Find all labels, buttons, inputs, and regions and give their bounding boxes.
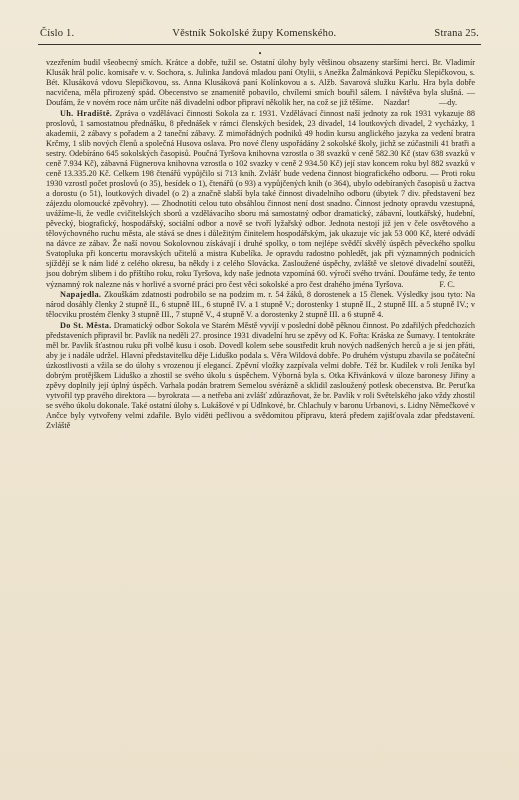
napajedla-text: Zkouškám zdatnosti podrobilo se na podzim m. r. 54 žáků, 8 dorostenek a 15 členek. Výsledky jsou tyto: Na národ dosáhly členky 2 stupně II., 6 stupně III., 6 stupně IV. a 1 stupně V.; dorostenky 1 stupně II., 2 stupně III. a 5 stupně IV.; v tělocviku prostém členky 3 stupně III., 7 stupně V., 4 stupně V. a dorostenky 2 stupně III. a 6 stupně 4. bbox=[46, 290, 475, 320]
issue-number: Číslo 1. bbox=[40, 28, 75, 39]
intro-text: vzezřením budil všeobecný smích. Krátce a dobře, tužil se. Ostatní úlohy byly většinou obsazeny staršími herci. Br. Vladimír Klusák hrál polic. komisaře v. v. Sochora, s. Julinka Jandová mladou paní Otylii, s Anežka Žalmánková Pepičku Slepičkovou, s. Bét. Klusáková vdovu Slepičkovou, ss. Anna Klusáková paní Kolínkovou a s. Alžb. Savarová služku Karlu. Hra byla dobře nacvičena, měla přirozený spád. Obecenstvo se znamenitě pobavilo, chvílemi smích bouřil sálem. I návštěva byla slušná. — Doufám, že v novém roce nám určíte náš divadelní odbor připraví několik her, na což se již těšíme. bbox=[46, 58, 475, 108]
intro-signature: —dy. bbox=[439, 98, 458, 108]
intro-greeting: Nazdar! bbox=[383, 98, 411, 108]
ornament-dot: • bbox=[258, 50, 263, 58]
intro-paragraph bbox=[46, 58, 475, 108]
uh-hradiste-paragraph bbox=[46, 109, 475, 290]
article-body bbox=[46, 58, 475, 431]
st-mesto-paragraph bbox=[46, 321, 475, 432]
running-header bbox=[40, 28, 479, 42]
uh-hradiste-signature: F. C. bbox=[439, 279, 455, 289]
journal-title: Věstník Sokolské župy Komenského. bbox=[172, 28, 337, 39]
st-mesto-heading: Do St. Města. bbox=[60, 320, 112, 330]
page-number: Strana 25. bbox=[434, 28, 479, 39]
uh-hradiste-heading: Uh. Hradiště. bbox=[60, 108, 113, 118]
napajedla-paragraph bbox=[46, 290, 475, 320]
napajedla-heading: Napajedla. bbox=[60, 290, 102, 300]
st-mesto-text: Dramatický odbor Sokola ve Starém Městě vyvíjí v poslední době pěknou činnost. Po zdařilých předchozích představeních připravil br. Pavlík na neděli 27. prosince 1931 divadelní hru se zpěvy od K. Fořta: Kráska ze Šumavy. I tentokráte měl br. Pavlík šťastnou ruku při volbě kusu i osob. Dovedl kolem sebe soustředit kruh nových nadšených herců a je si jen přáti, aby je i nadále udržel. Hlavní představitelku děje Liduško podala s. Věra Wildová dobře. Po druhém výstupu zbavila se počáteční úzkostlivosti a vžila se do úlohy s vrozenou jí elegancí. Zpěvní vložky zazpívala velmi dobře. Též br. Kudílek v roli Jeníka byl dobrým protějškem Liduško a zhostil se svého úkolu s úspěchem. Výborná byla s. Otka Křivánková v úloze baronesy Jiřiny a zpěvy doplnily její úplný úspěch. Varhala podán bratrem Semelou svérázně a sklidil zasloužený potlesk obecenstva. Br. Peruťka vytvořil typ pravého direktora — byrokrata — a netřeba ani zvlášť zdůrazňovat, že br. Pavlík v roli Světelského jako vždy zhostil se svého úkolu dokonale. Také ostatní úlohy s. Lukášové v pí Udlnkové, br. Chlachuly v baronu Urbanovi, s. Lidny Němečkové v Ančce byly vytvořeny velmi zdařile. Bylo viděti pečlivou a svědomitou přípravu, která předem zajišťovala zdar představení. Zvláště bbox=[46, 320, 475, 431]
uh-hradiste-text: Zpráva o vzdělávací činnosti Sokola za r. 1931. Vzdělávací činnost naší jednoty za rok 1931 vykazuje 88 proslovů, 1 samostatnou přednášku, 8 přednášek v rámci členských besídek, 23 divadel, 14 loutkových divadel, 2 vycházky, 1 akademii, 2 zábavy s pořadem a 2 taneční zábavy. Z mimořádných podniků 49 hodin kursu anglického jazyka za vedení bratra Krčmy, 1 slib nových členů a společná Husova oslava. Pro nové členy uspořádány 2 sokolské školy, jichž se zúčastnili 41 bratři a sestry. Odebíráno 645 sokolských časopisů. Poučná Tyršova knihovna vzrostla o 38 svazků v ceně 582.30 Kč (stav 638 svazků v ceně 7.934 Kč), zábavná Fügnerova knihovna vzrostla o 102 svazky v ceně 2 934.50 Kč) její stav koncem roku byl 882 svazků v ceně 13.335.20 Kč. Celkem 198 čtenářů vypůjčilo si 713 knih. Zvlášť bude vedena činnost biografického odboru. — Proti roku 1930 vzrostl počet proslovů (o 35), besídek o 1), čtenářů (o 93) a vypůjčených knih (o 364), ubylo odebíraných časopisů u žactva a dorostu (o 51), loutkových divadel (o 2) a značně slabší byla také činnost divadelního odboru (úbytek 7 div. představení bez zájezdu olomoucké zpěvohry). — Zhodnotíti celou tuto obsáhlou činnost není dost snadno. Činnost jednoty opravdu vzestupná, uvážíme-li, že vedle cvičitelských sborů a vzdělávacího sboru má samostatný odbor dramatický, zábavní, loutkářský, hudební, pěvecký, biografický, hospodářský, sociální odbor a nově se tvoří lyžařský odbor. Jednota nestojí již jen v čele osvětového a tělovýchovného ruchu města, ale stává se dnes i důležitým činitelem hospodářským, jak ukazuje víc jak 53 000 Kč, které odvádí na dávce ze zábav. Že naší novou Sokolovnou získávají i druhé spolky, o tom nejlépe svědčí skvělý úspěch pěveckého spolku Svatopluka při koncertu moravských učitelů a mistra Kubelíka. Je opravdu radostno pohledět, jak při významných podnicích sjíždějí se k nám lidé z celého okresu, ba někdy i z celého Slovácka. Zasloužené úspěchy, zvláště ve sletové divadelní soutěži, jsou dobrým slibem i do příštího roku, roku Tyršova, kdy naše jednota vzpomíná 60. výročí svého trvání. Doufáme tedy, že tento významný rok nalezne nás v horlivé a svorné práci pro čest věci sokolské a pro čest drahého jména Tyršova. bbox=[46, 108, 476, 289]
header-rule bbox=[38, 44, 481, 45]
